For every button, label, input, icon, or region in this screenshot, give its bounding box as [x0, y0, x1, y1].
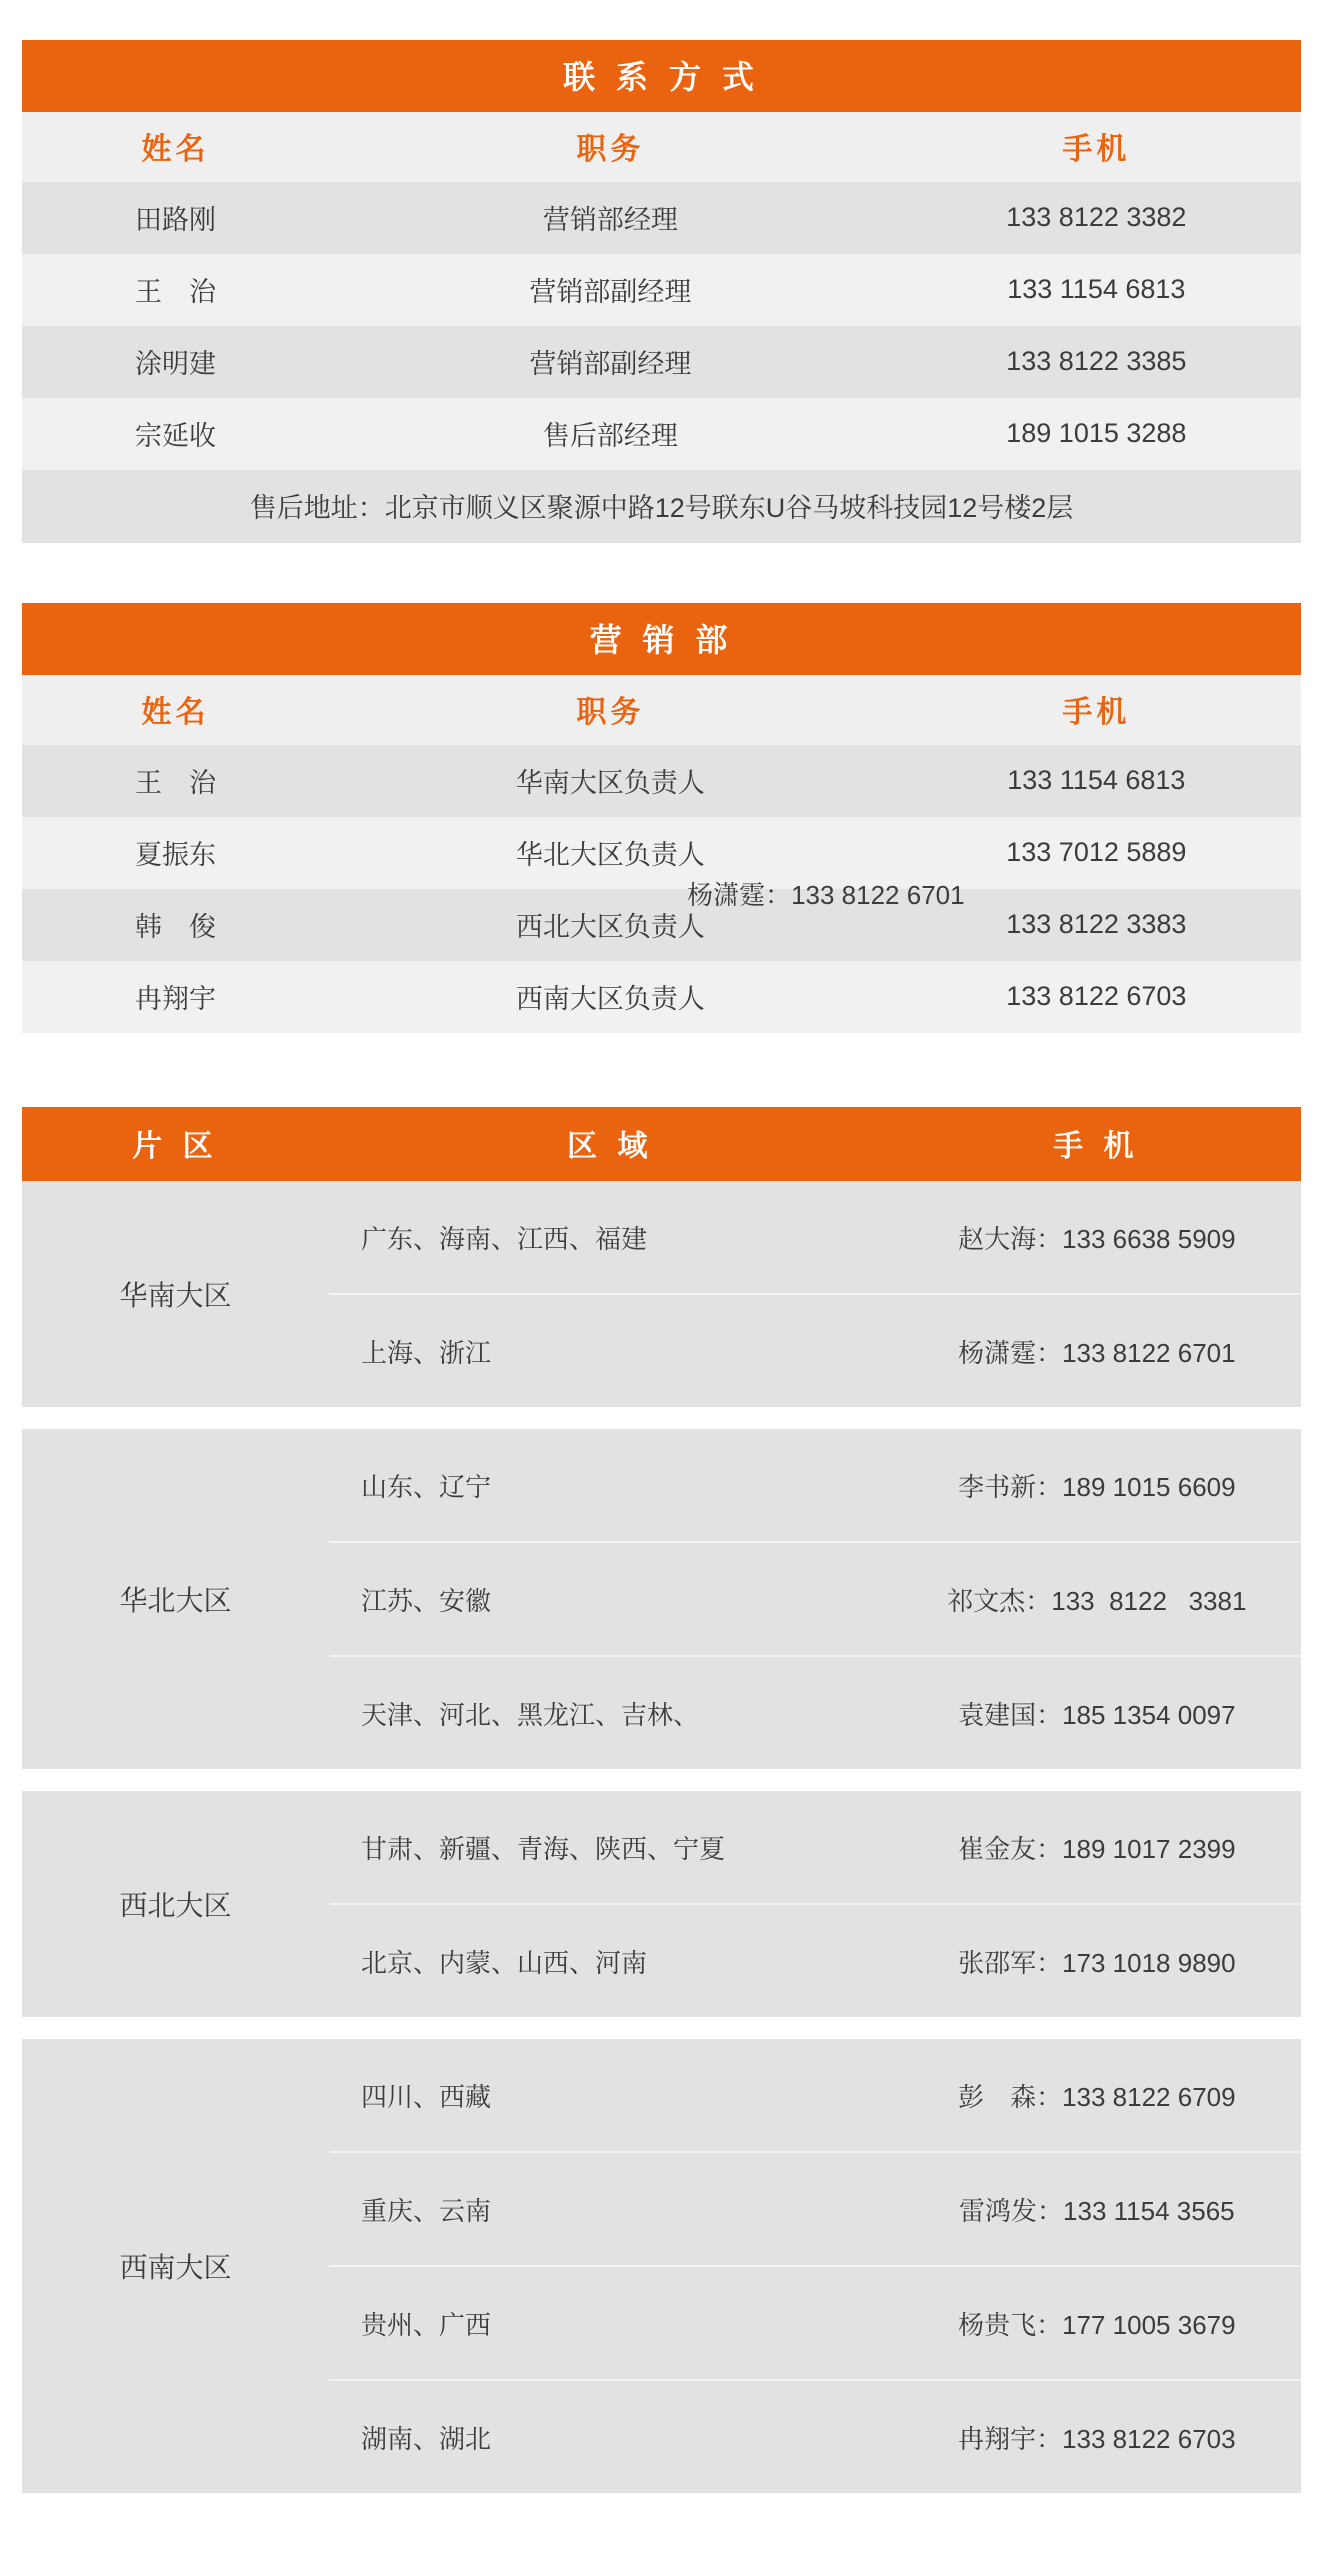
region-area: 湖南、湖北 [360, 2423, 491, 2454]
sales-phone: 133 1154 6813 [892, 745, 1301, 817]
contact-name: 涂明建 [22, 326, 329, 398]
table-row [22, 182, 1301, 254]
region-contact: 冉翔宇：133 8122 6703 [958, 2423, 1236, 2454]
sales-phone: 133 8122 6703 [892, 961, 1301, 1033]
contact-phone: 133 8122 3385 [892, 326, 1301, 398]
region-area: 上海、浙江 [360, 1337, 491, 1368]
contact-phone: 133 8122 3382 [892, 182, 1301, 254]
contact-header-phone: 手机 [892, 112, 1301, 182]
table-row [22, 254, 1301, 326]
table-row [329, 2267, 1301, 2381]
region-rows [329, 1791, 1301, 2017]
table-row [329, 2039, 1301, 2153]
region-contact: 崔金友：189 1017 2399 [958, 1833, 1236, 1864]
region-area: 北京、内蒙、山西、河南 [360, 1947, 647, 1978]
table-row [22, 398, 1301, 470]
region-block-northwest [22, 1791, 1301, 2017]
sales-position: 西南大区负责人 [329, 961, 892, 1033]
region-contact: 祁文杰：133 8122 3381 [947, 1585, 1247, 1616]
after-sales-address: 售后地址：北京市顺义区聚源中路12号联东U谷马坡科技园12号楼2层 [22, 470, 1301, 543]
region-area: 四川、西藏 [360, 2081, 491, 2112]
region-contact: 袁建国：185 1354 0097 [958, 1699, 1236, 1730]
region-header-phone: 手 机 [1053, 1130, 1140, 1163]
region-area: 广东、海南、江西、福建 [360, 1223, 647, 1254]
table-row [329, 2153, 1301, 2267]
region-area: 天津、河北、黑龙江、吉林、 [360, 1699, 699, 1730]
table-row [22, 961, 1301, 1033]
region-table [22, 1107, 1301, 2493]
region-rows [329, 1429, 1301, 1769]
sales-header-phone: 手机 [892, 675, 1301, 745]
region-area: 江苏、安徽 [360, 1585, 491, 1616]
table-row [329, 1181, 1301, 1295]
table-row [22, 326, 1301, 398]
region-header-provinces: 区 域 [567, 1130, 654, 1163]
sales-header-row [22, 675, 1301, 745]
contact-title-row [22, 40, 1301, 112]
contact-table-title: 联 系 方 式 [22, 40, 1301, 112]
sales-header-name: 姓名 [22, 675, 329, 745]
sales-name: 王 治 [22, 745, 329, 817]
table-row [329, 1543, 1301, 1657]
table-row [329, 1905, 1301, 2017]
table-row [329, 1657, 1301, 1769]
region-rows [329, 2039, 1301, 2493]
contact-phone: 189 1015 3288 [892, 398, 1301, 470]
sales-table [22, 603, 1301, 1033]
region-name: 华北大区 [119, 1585, 232, 1616]
sales-position: 华南大区负责人 [329, 745, 892, 817]
region-rows [329, 1181, 1301, 1407]
contact-position: 营销部经理 [329, 182, 892, 254]
region-contact: 杨贵飞：177 1005 3679 [958, 2309, 1236, 2340]
contact-table [22, 40, 1301, 543]
region-name: 西南大区 [119, 2252, 232, 2283]
section-gap [22, 543, 1301, 603]
sales-table-title: 营 销 部 [22, 603, 1301, 675]
region-header-area: 片 区 [132, 1130, 219, 1163]
contact-name: 田路刚 [22, 182, 329, 254]
region-contact: 李书新：189 1015 6609 [958, 1471, 1236, 1502]
region-area: 山东、辽宁 [360, 1471, 491, 1502]
contact-position: 售后部经理 [329, 398, 892, 470]
sales-title-row [22, 603, 1301, 675]
sales-position: 西北大区负责人 [329, 889, 892, 961]
table-row [22, 889, 1301, 961]
table-row [329, 1791, 1301, 1905]
contact-header-position: 职务 [329, 112, 892, 182]
sales-header-position: 职务 [329, 675, 892, 745]
contact-header-row [22, 112, 1301, 182]
region-name: 华南大区 [119, 1280, 232, 1311]
region-header-row [22, 1107, 1301, 1181]
region-block-southwest [22, 2039, 1301, 2493]
sales-position: 华北大区负责人 [329, 817, 892, 889]
contact-header-name: 姓名 [22, 112, 329, 182]
sales-phone: 133 7012 5889 [892, 817, 1301, 889]
sales-name: 夏振东 [22, 817, 329, 889]
region-contact: 张邵军：173 1018 9890 [958, 1947, 1236, 1978]
sales-name: 冉翔宇 [22, 961, 329, 1033]
section-gap-2 [22, 1033, 1301, 1107]
top-spacer [22, 0, 1301, 40]
region-contact: 杨潇霆：133 8122 6701 [958, 1337, 1236, 1368]
contact-name: 王 治 [22, 254, 329, 326]
region-contact: 赵大海：133 6638 5909 [958, 1223, 1236, 1254]
table-row [22, 745, 1301, 817]
region-contact: 雷鸿发：133 1154 3565 [959, 2195, 1235, 2226]
table-row [329, 1295, 1301, 1407]
after-sales-address-row [22, 470, 1301, 543]
contact-position: 营销部副经理 [329, 254, 892, 326]
sales-phone: 133 8122 3383 [892, 889, 1301, 961]
sales-table-wrapper [22, 603, 1301, 1033]
region-block-south [22, 1181, 1301, 1407]
region-area: 重庆、云南 [360, 2195, 491, 2226]
region-contact: 彭 森：133 8122 6709 [958, 2081, 1236, 2112]
sales-name: 韩 俊 [22, 889, 329, 961]
bottom-spacer [22, 2515, 1301, 2555]
table-row [329, 2381, 1301, 2493]
overlay-stray-text: 杨潇霆：133 8122 6701 [687, 880, 965, 910]
region-area: 贵州、广西 [360, 2309, 491, 2340]
table-row [22, 817, 1301, 889]
table-row [329, 1429, 1301, 1543]
contact-position: 营销部副经理 [329, 326, 892, 398]
region-name: 西北大区 [119, 1890, 232, 1921]
contact-name: 宗延收 [22, 398, 329, 470]
region-block-north [22, 1429, 1301, 1769]
region-area: 甘肃、新疆、青海、陕西、宁夏 [360, 1833, 725, 1864]
contact-phone: 133 1154 6813 [892, 254, 1301, 326]
